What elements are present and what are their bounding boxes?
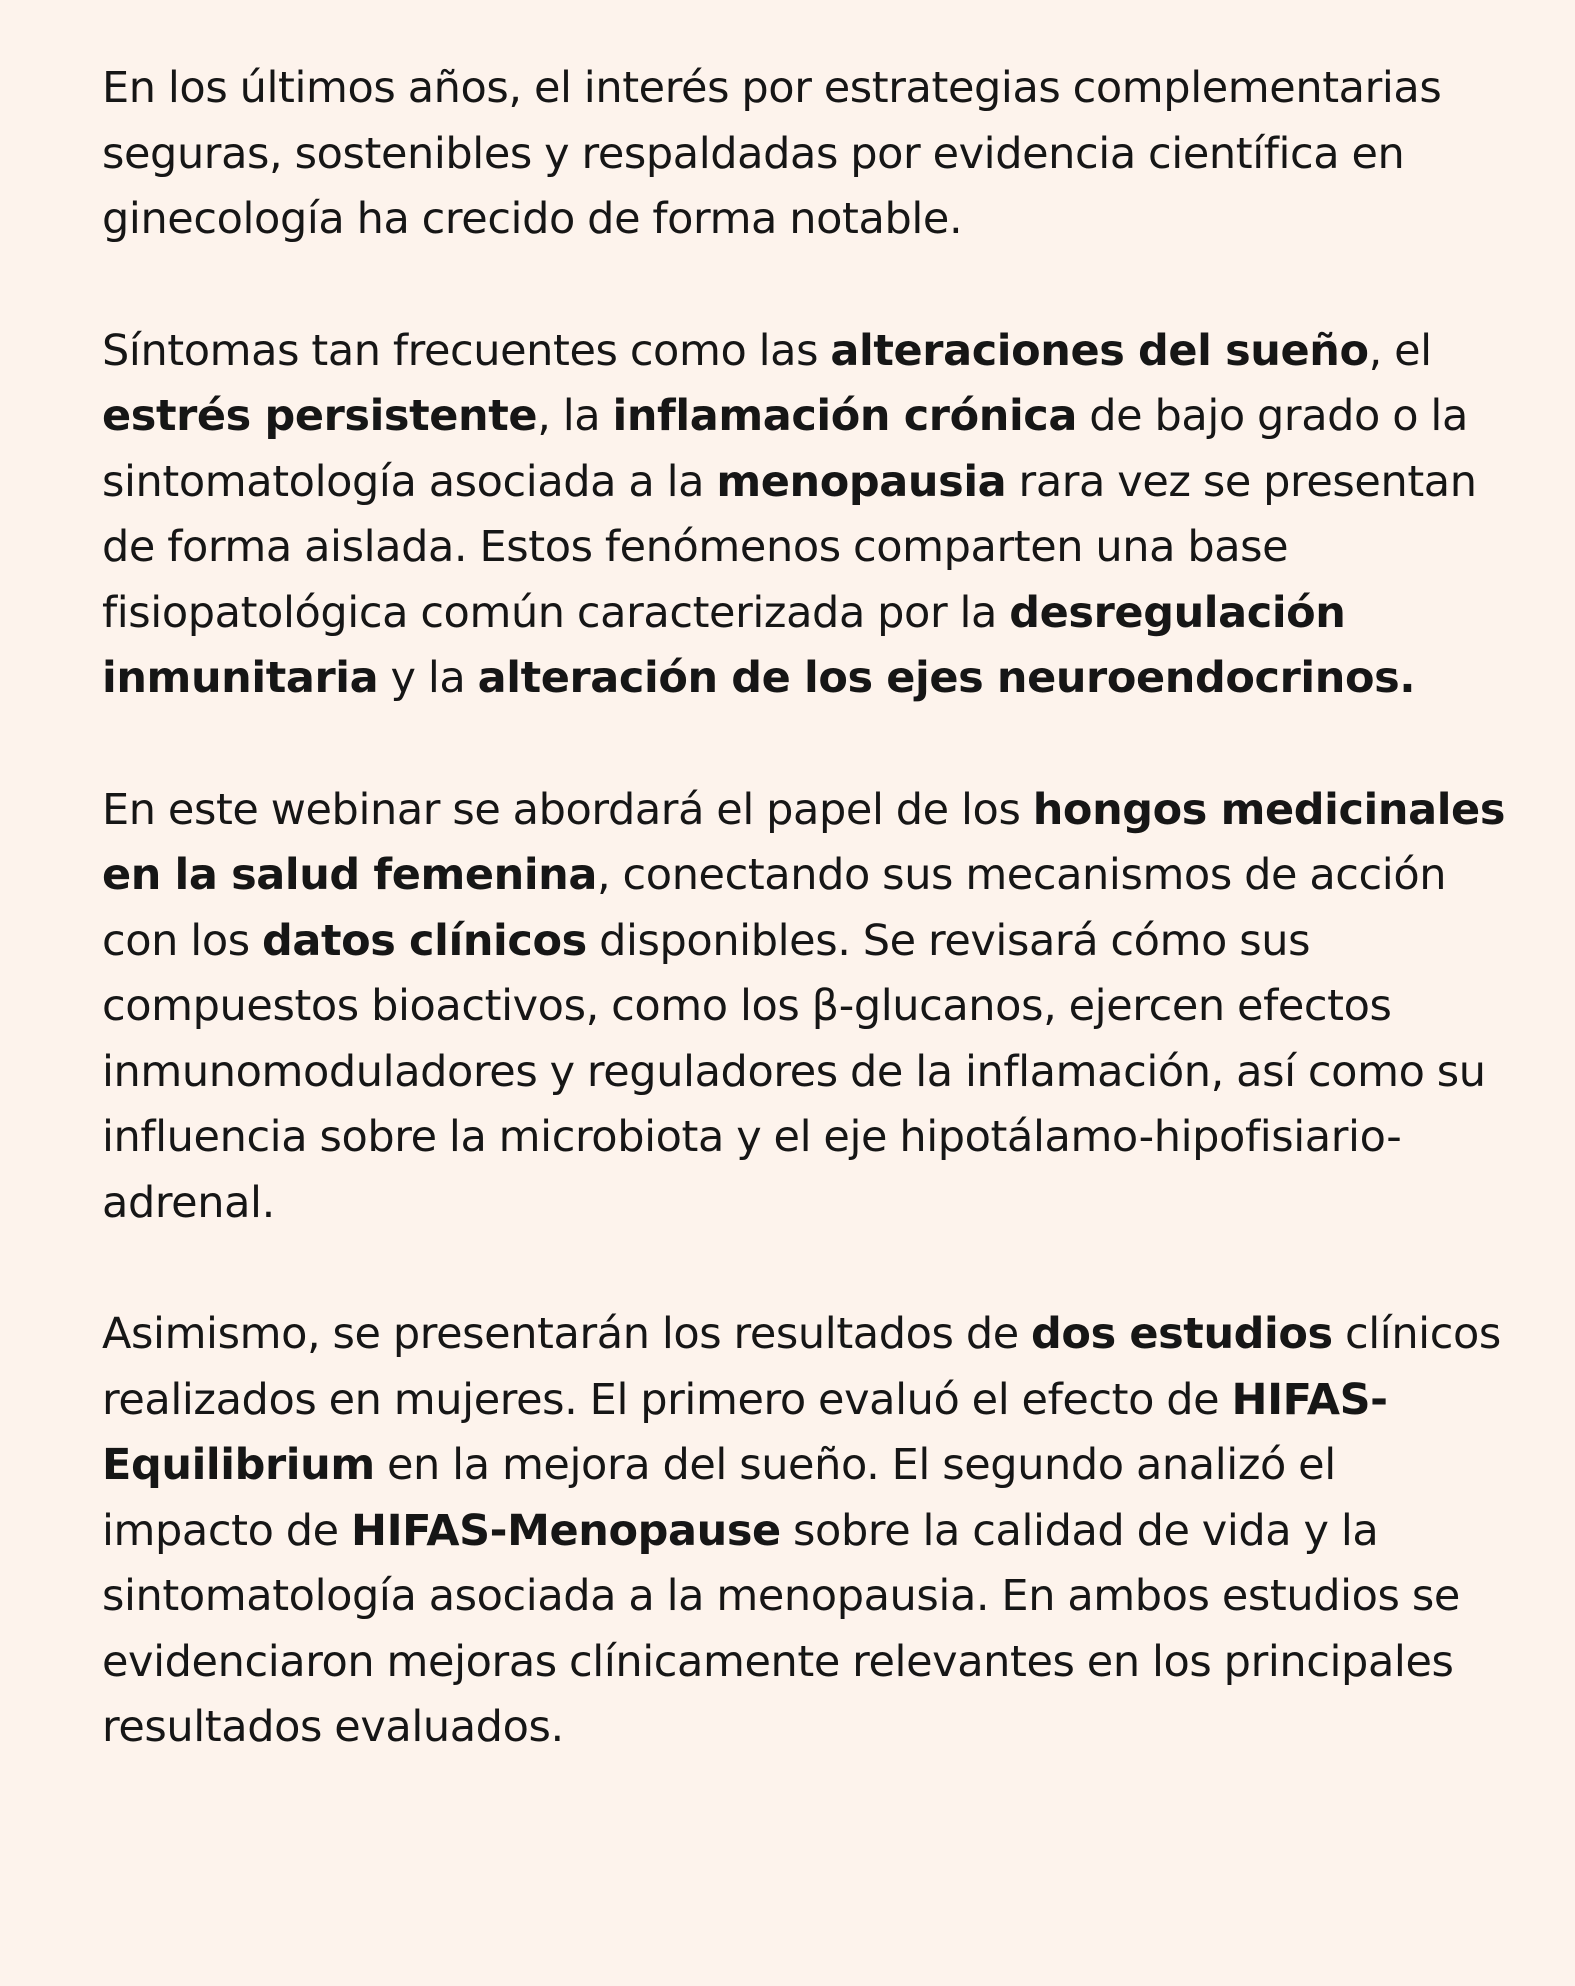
- highlight-hifas-equilibrium: HIFAS-Equilibrium: [102, 1374, 1388, 1490]
- text-segment: en la mejora del sueño. El segundo analizó el impacto de: [102, 1440, 1336, 1556]
- text-segment: Asimismo, se presentarán los resultados de: [102, 1309, 1032, 1359]
- highlight-hongos-medicinales: hongos medicinales en la salud femenina: [102, 784, 1506, 900]
- text-segment: y la: [378, 653, 478, 703]
- highlight-ejes-neuroendocrinos: alteración de los ejes neuroendocrinos.: [477, 653, 1416, 703]
- highlight-alteraciones-sueno: alteraciones del sueño: [830, 325, 1369, 376]
- text-segment: , conectando sus mecanismos de acción con los: [102, 850, 1447, 966]
- text-segment: clínicos realizados en mujeres. El primero evaluó el efecto de: [102, 1309, 1501, 1425]
- text-segment: En los últimos años, el interés por estrategias complementarias seguras, sostenibles y respaldadas por evidencia científica en ginecología ha crecido de forma notable.: [102, 63, 1442, 244]
- highlight-inflamacion-cronica: inflamación crónica: [612, 391, 1077, 441]
- paragraph-webinar: [102, 778, 1515, 1237]
- highlight-hifas-menopause: HIFAS-Menopause: [350, 1505, 781, 1556]
- text-segment: sobre la calidad de vida y la sintomatología asociada a la menopausia. En ambos estudios se evidenciaron mejoras clínicamente relevantes en los principales resultados evaluados.: [102, 1505, 1460, 1752]
- text-segment: , la: [537, 391, 613, 441]
- paragraph-symptoms: [102, 319, 1515, 712]
- text-segment: de bajo grado o la sintomatología asociada a la: [102, 391, 1468, 507]
- highlight-estres-persistente: estrés persistente: [102, 391, 538, 441]
- paragraph-intro: [102, 56, 1515, 253]
- text-segment: , el: [1368, 325, 1432, 376]
- text-segment: rara vez se presentan de forma aislada. Estos fenómenos comparten una base fisiopatológica común caracterizada por la: [102, 456, 1477, 638]
- text-segment: disponibles. Se revisará cómo sus compuestos bioactivos, como los β-glucanos, ejercen efectos inmunomoduladores y reguladores de la inflamación, así como su influencia sobre la microbiota y el eje hipotálamo-hipofisiario-adrenal.: [102, 915, 1486, 1228]
- highlight-menopausia: menopausia: [716, 456, 1007, 507]
- highlight-dos-estudios: dos estudios: [1031, 1309, 1333, 1359]
- highlight-desregulacion-inmunitaria: desregulación inmunitaria: [102, 587, 1346, 703]
- paragraph-studies: [102, 1302, 1515, 1761]
- highlight-datos-clinicos: datos clínicos: [262, 915, 587, 966]
- text-segment: Síntomas tan frecuentes como las: [102, 325, 831, 376]
- text-segment: En este webinar se abordará el papel de los: [102, 784, 1033, 835]
